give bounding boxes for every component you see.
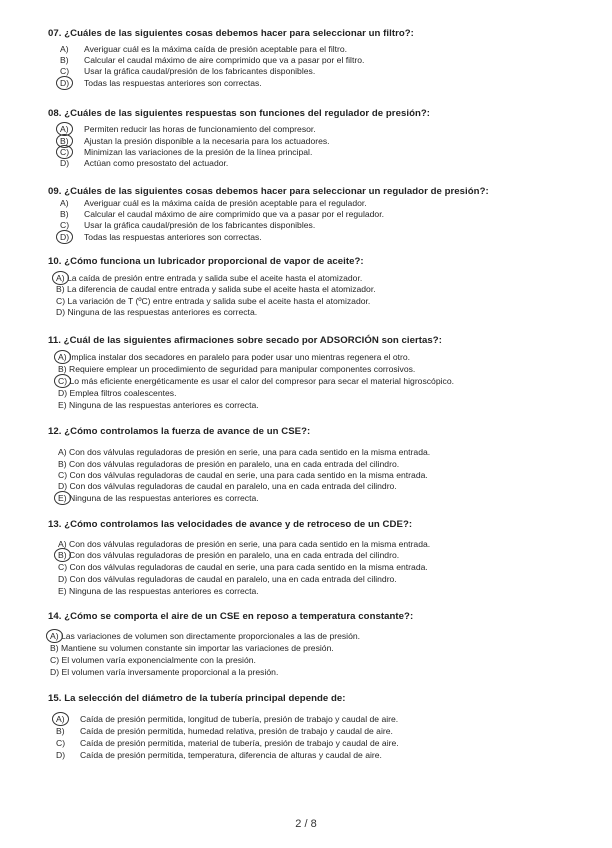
option-text: Mantiene su volumen constante sin importar las variaciones de presión. bbox=[60, 643, 334, 653]
option-a bbox=[58, 539, 430, 549]
option-letter: A) bbox=[50, 631, 59, 641]
option-text: La variación de T (ºC) entre entrada y salida sube el aceite hasta el atomizador. bbox=[67, 296, 371, 306]
question-title: 13. ¿Cómo controlamos las velocidades de avance y de retroceso de un CDE?: bbox=[48, 519, 413, 530]
option-text: Con dos válvulas reguladoras de caudal en paralelo, una en cada entrada del cilindro. bbox=[69, 481, 397, 491]
option-text: Averiguar cuál es la máxima caída de presión aceptable para el filtro. bbox=[84, 44, 348, 54]
question-title: 09. ¿Cuáles de las siguientes cosas debemos hacer para seleccionar un regulador de presión?: bbox=[48, 186, 489, 197]
option-e bbox=[58, 586, 259, 596]
option-letter: B) bbox=[50, 643, 59, 653]
option-letter: D) bbox=[56, 307, 66, 317]
option-b bbox=[56, 284, 376, 294]
option-c bbox=[50, 655, 256, 665]
option-text: Todas las respuestas anteriores son correctas. bbox=[84, 78, 262, 88]
option-letter: B) bbox=[56, 284, 65, 294]
option-letter: D) bbox=[60, 78, 70, 88]
option-text: Lo más eficiente energéticamente es usar el calor del compresor para secar el material higroscópico. bbox=[69, 376, 454, 386]
option-text: La caída de presión entre entrada y salida sube el aceite hasta el atomizador. bbox=[66, 273, 363, 283]
option-b bbox=[58, 550, 399, 560]
option-letter: D) bbox=[60, 158, 70, 168]
option-text: Actúan como presostato del actuador. bbox=[84, 158, 229, 168]
option-letter: E) bbox=[58, 493, 67, 503]
answer-circle-mark bbox=[52, 271, 69, 285]
answer-circle-mark bbox=[46, 629, 63, 643]
option-text: Implica instalar dos secadores en paralelo para poder usar uno mientras regenera el otro. bbox=[68, 352, 411, 362]
option-a bbox=[58, 447, 430, 457]
option-d bbox=[56, 307, 257, 317]
option-letter: D) bbox=[56, 750, 66, 760]
option-text: Con dos válvulas reguladoras de caudal en paralelo, una en cada entrada del cilindro. bbox=[69, 574, 397, 584]
option-e bbox=[58, 400, 259, 410]
option-text: Calcular el caudal máximo de aire comprimido que va a pasar por el regulador. bbox=[84, 209, 384, 219]
option-letter: C) bbox=[50, 655, 60, 665]
answer-circle-mark bbox=[54, 374, 71, 388]
question-title: 11. ¿Cuál de las siguientes afirmaciones sobre secado por ADSORCIÓN son ciertas?: bbox=[48, 335, 442, 346]
option-text: Calcular el caudal máximo de aire comprimido que va a pasar por el filtro. bbox=[84, 55, 365, 65]
option-b bbox=[50, 643, 334, 653]
option-letter: A) bbox=[60, 198, 69, 208]
option-letter: A) bbox=[60, 124, 69, 134]
option-letter: E) bbox=[58, 400, 67, 410]
option-letter: B) bbox=[60, 209, 69, 219]
question-title: 08. ¿Cuáles de las siguientes respuestas son funciones del regulador de presión?: bbox=[48, 108, 431, 119]
option-letter: D) bbox=[58, 481, 68, 491]
option-letter: C) bbox=[60, 220, 70, 230]
option-letter: D) bbox=[60, 232, 70, 242]
option-text: Las variaciones de volumen son directamente proporcionales a las de presión. bbox=[60, 631, 361, 641]
option-text: Emplea filtros coalescentes. bbox=[69, 388, 177, 398]
option-text: Caída de presión permitida, humedad relativa, presión de trabajo y caudal de aire. bbox=[80, 726, 393, 736]
option-c bbox=[58, 562, 428, 572]
option-text: Usar la gráfica caudal/presión de los fabricantes disponibles. bbox=[84, 220, 316, 230]
option-letter: B) bbox=[58, 459, 67, 469]
option-letter: C) bbox=[58, 470, 68, 480]
option-letter: B) bbox=[58, 364, 67, 374]
answer-circle-mark bbox=[54, 350, 71, 364]
option-text: Con dos válvulas reguladoras de presión en paralelo, una en cada entrada del cilindro. bbox=[68, 459, 400, 469]
question-title: 12. ¿Cómo controlamos la fuerza de avance de un CSE?: bbox=[48, 426, 311, 437]
option-c bbox=[58, 470, 428, 480]
option-letter: C) bbox=[60, 66, 70, 76]
option-text: La diferencia de caudal entre entrada y salida sube el aceite hasta el atomizador. bbox=[66, 284, 376, 294]
option-letter: C) bbox=[56, 738, 66, 748]
option-letter: C) bbox=[60, 147, 70, 157]
option-text: Ninguna de las respuestas anteriores es correcta. bbox=[67, 307, 258, 317]
question-title: 15. La selección del diámetro de la tubería principal depende de: bbox=[48, 693, 346, 704]
option-text: Todas las respuestas anteriores son correctas. bbox=[84, 232, 262, 242]
option-letter: A) bbox=[58, 352, 67, 362]
option-text: Averiguar cuál es la máxima caída de presión aceptable para el regulador. bbox=[84, 198, 367, 208]
option-d bbox=[58, 388, 176, 398]
option-text: Ajustan la presión disponible a la necesaria para los actuadores. bbox=[84, 136, 330, 146]
option-text: Usar la gráfica caudal/presión de los fabricantes disponibles. bbox=[84, 66, 316, 76]
option-d bbox=[58, 481, 397, 491]
option-letter: B) bbox=[56, 726, 65, 736]
option-letter: D) bbox=[58, 388, 68, 398]
option-text: Con dos válvulas reguladoras de caudal en serie, una para cada sentido en la misma entrada. bbox=[69, 562, 428, 572]
option-letter: A) bbox=[58, 539, 67, 549]
option-text: Caída de presión permitida, material de tubería, presión de trabajo y caudal de aire. bbox=[80, 738, 399, 748]
option-letter: A) bbox=[58, 447, 67, 457]
option-text: Ninguna de las respuestas anteriores es correcta. bbox=[68, 586, 259, 596]
option-letter: C) bbox=[58, 562, 68, 572]
option-letter: C) bbox=[58, 376, 68, 386]
option-letter: A) bbox=[56, 273, 65, 283]
option-text: Con dos válvulas reguladoras de presión en serie, una para cada sentido en la misma entrada. bbox=[68, 447, 431, 457]
option-c bbox=[56, 296, 370, 306]
option-text: El volumen varía exponencialmente con la presión. bbox=[61, 655, 256, 665]
option-letter: E) bbox=[58, 586, 67, 596]
question-title: 10. ¿Cómo funciona un lubricador proporcional de vapor de aceite?: bbox=[48, 256, 364, 267]
option-text: Con dos válvulas reguladoras de caudal en serie, una para cada sentido en la misma entrada. bbox=[69, 470, 428, 480]
option-a bbox=[56, 273, 362, 283]
option-text: Requiere emplear un procedimiento de seguridad para manipular componentes corrosivos. bbox=[68, 364, 416, 374]
option-text: El volumen varía inversamente proporcional a la presión. bbox=[61, 667, 279, 677]
option-d bbox=[50, 667, 278, 677]
option-letter: A) bbox=[60, 44, 69, 54]
option-letter: B) bbox=[58, 550, 67, 560]
option-text: Ninguna de las respuestas anteriores es correcta. bbox=[68, 400, 259, 410]
option-e bbox=[58, 493, 259, 503]
option-text: Con dos válvulas reguladoras de presión en paralelo, una en cada entrada del cilindro. bbox=[68, 550, 400, 560]
option-text: Con dos válvulas reguladoras de presión en serie, una para cada sentido en la misma entrada. bbox=[68, 539, 431, 549]
answer-circle-mark bbox=[54, 491, 71, 505]
option-a bbox=[58, 352, 410, 362]
answer-circle-mark bbox=[54, 548, 71, 562]
option-d bbox=[58, 574, 397, 584]
option-letter: D) bbox=[58, 574, 68, 584]
option-c bbox=[58, 376, 454, 386]
option-text: Caída de presión permitida, temperatura, diferencia de alturas y caudal de aire. bbox=[80, 750, 382, 760]
option-text: Caída de presión permitida, longitud de tubería, presión de trabajo y caudal de aire. bbox=[80, 714, 399, 724]
option-letter: C) bbox=[56, 296, 66, 306]
option-a bbox=[50, 631, 360, 641]
option-text: Minimizan las variaciones de la presión de la línea principal. bbox=[84, 147, 313, 157]
option-text: Ninguna de las respuestas anteriores es correcta. bbox=[68, 493, 259, 503]
option-letter: B) bbox=[60, 136, 69, 146]
option-b bbox=[58, 459, 399, 469]
question-title: 14. ¿Cómo se comporta el aire de un CSE en reposo a temperatura constante?: bbox=[48, 611, 414, 622]
option-text: Permiten reducir las horas de funcionamiento del compresor. bbox=[84, 124, 316, 134]
option-b bbox=[58, 364, 415, 374]
option-letter: B) bbox=[60, 55, 69, 65]
page-number: 2 / 8 bbox=[295, 818, 317, 830]
option-letter: D) bbox=[50, 667, 60, 677]
option-letter: A) bbox=[56, 714, 65, 724]
question-title: 07. ¿Cuáles de las siguientes cosas debemos hacer para seleccionar un filtro?: bbox=[48, 28, 414, 39]
